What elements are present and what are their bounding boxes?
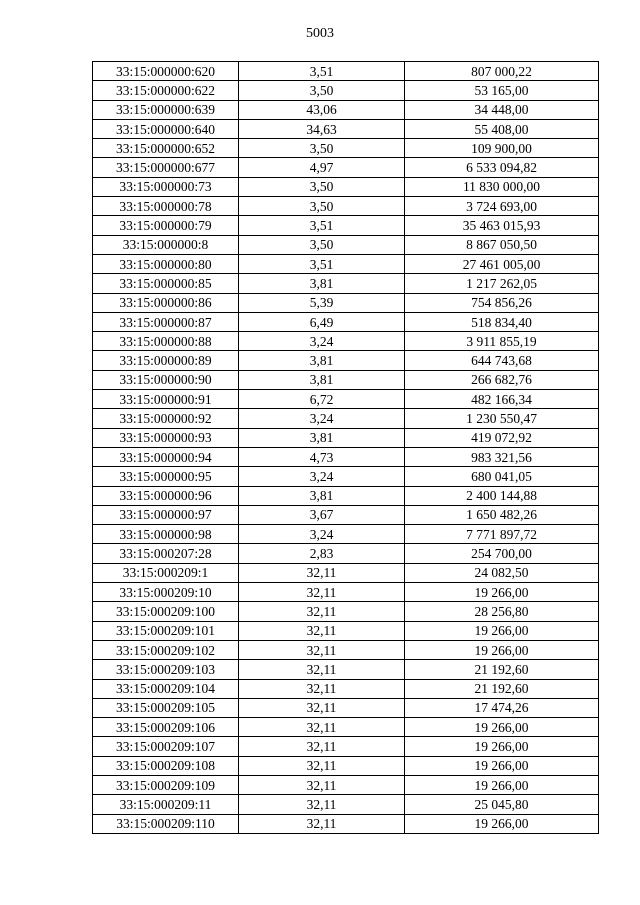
cadastral-number-cell: 33:15:000209:11 xyxy=(93,795,239,814)
page-number: 5003 xyxy=(306,26,334,41)
table-row xyxy=(93,467,599,486)
amount-cell: 34 448,00 xyxy=(405,100,599,119)
rate-cell: 32,11 xyxy=(239,737,405,756)
rate-cell: 3,24 xyxy=(239,467,405,486)
table-row xyxy=(93,158,599,177)
cadastral-number-cell: 33:15:000209:100 xyxy=(93,602,239,621)
cadastral-number-cell: 33:15:000209:1 xyxy=(93,563,239,582)
amount-cell: 983 321,56 xyxy=(405,447,599,466)
rate-cell: 32,11 xyxy=(239,563,405,582)
cadastral-number-cell: 33:15:000209:102 xyxy=(93,640,239,659)
cadastral-number-cell: 33:15:000209:104 xyxy=(93,679,239,698)
table-row xyxy=(93,62,599,81)
cadastral-number-cell: 33:15:000000:93 xyxy=(93,428,239,447)
table-row xyxy=(93,814,599,833)
cadastral-number-cell: 33:15:000000:92 xyxy=(93,409,239,428)
amount-cell: 19 266,00 xyxy=(405,737,599,756)
cadastral-number-cell: 33:15:000207:28 xyxy=(93,544,239,563)
cadastral-number-cell: 33:15:000000:96 xyxy=(93,486,239,505)
rate-cell: 32,11 xyxy=(239,679,405,698)
table-row xyxy=(93,756,599,775)
amount-cell: 6 533 094,82 xyxy=(405,158,599,177)
rate-cell: 32,11 xyxy=(239,814,405,833)
cadastral-number-cell: 33:15:000000:94 xyxy=(93,447,239,466)
amount-cell: 21 192,60 xyxy=(405,679,599,698)
table-row xyxy=(93,621,599,640)
amount-cell: 3 724 693,00 xyxy=(405,197,599,216)
amount-cell: 19 266,00 xyxy=(405,640,599,659)
cadastral-number-cell: 33:15:000000:639 xyxy=(93,100,239,119)
table-row xyxy=(93,370,599,389)
amount-cell: 19 266,00 xyxy=(405,621,599,640)
rate-cell: 3,67 xyxy=(239,505,405,524)
cadastral-number-cell: 33:15:000000:98 xyxy=(93,525,239,544)
table-row xyxy=(93,390,599,409)
cadastral-number-cell: 33:15:000000:622 xyxy=(93,81,239,100)
amount-cell: 8 867 050,50 xyxy=(405,235,599,254)
cadastral-number-cell: 33:15:000000:8 xyxy=(93,235,239,254)
cadastral-number-cell: 33:15:000000:90 xyxy=(93,370,239,389)
rate-cell: 3,51 xyxy=(239,254,405,273)
table-row xyxy=(93,409,599,428)
table-row xyxy=(93,81,599,100)
table-row xyxy=(93,177,599,196)
table-row xyxy=(93,274,599,293)
cadastral-number-cell: 33:15:000209:107 xyxy=(93,737,239,756)
rate-cell: 32,11 xyxy=(239,756,405,775)
table-body xyxy=(93,62,599,834)
amount-cell: 1 650 482,26 xyxy=(405,505,599,524)
amount-cell: 254 700,00 xyxy=(405,544,599,563)
amount-cell: 680 041,05 xyxy=(405,467,599,486)
rate-cell: 4,73 xyxy=(239,447,405,466)
table-row xyxy=(93,563,599,582)
rate-cell: 3,81 xyxy=(239,428,405,447)
cadastral-number-cell: 33:15:000000:97 xyxy=(93,505,239,524)
table-row xyxy=(93,486,599,505)
cadastral-number-cell: 33:15:000000:85 xyxy=(93,274,239,293)
amount-cell: 28 256,80 xyxy=(405,602,599,621)
table-row xyxy=(93,679,599,698)
rate-cell: 32,11 xyxy=(239,621,405,640)
cadastral-number-cell: 33:15:000000:677 xyxy=(93,158,239,177)
cadastral-number-cell: 33:15:000209:108 xyxy=(93,756,239,775)
rate-cell: 3,81 xyxy=(239,351,405,370)
table-row xyxy=(93,737,599,756)
amount-cell: 27 461 005,00 xyxy=(405,254,599,273)
rate-cell: 32,11 xyxy=(239,795,405,814)
cadastral-number-cell: 33:15:000000:87 xyxy=(93,312,239,331)
cadastral-number-cell: 33:15:000209:110 xyxy=(93,814,239,833)
amount-cell: 55 408,00 xyxy=(405,119,599,138)
table-row xyxy=(93,254,599,273)
rate-cell: 43,06 xyxy=(239,100,405,119)
amount-cell: 11 830 000,00 xyxy=(405,177,599,196)
cadastral-number-cell: 33:15:000209:106 xyxy=(93,718,239,737)
amount-cell: 19 266,00 xyxy=(405,583,599,602)
table-row xyxy=(93,428,599,447)
rate-cell: 3,81 xyxy=(239,486,405,505)
amount-cell: 807 000,22 xyxy=(405,62,599,81)
table-row xyxy=(93,544,599,563)
table-row xyxy=(93,119,599,138)
rate-cell: 3,50 xyxy=(239,139,405,158)
rate-cell: 32,11 xyxy=(239,698,405,717)
table-row xyxy=(93,447,599,466)
amount-cell: 1 230 550,47 xyxy=(405,409,599,428)
cadastral-number-cell: 33:15:000000:95 xyxy=(93,467,239,486)
rate-cell: 32,11 xyxy=(239,640,405,659)
table-row xyxy=(93,525,599,544)
amount-cell: 19 266,00 xyxy=(405,775,599,794)
amount-cell: 7 771 897,72 xyxy=(405,525,599,544)
cadastral-number-cell: 33:15:000209:103 xyxy=(93,660,239,679)
amount-cell: 53 165,00 xyxy=(405,81,599,100)
amount-cell: 419 072,92 xyxy=(405,428,599,447)
amount-cell: 1 217 262,05 xyxy=(405,274,599,293)
rate-cell: 32,11 xyxy=(239,660,405,679)
amount-cell: 21 192,60 xyxy=(405,660,599,679)
table-row xyxy=(93,235,599,254)
rate-cell: 6,72 xyxy=(239,390,405,409)
rate-cell: 6,49 xyxy=(239,312,405,331)
rate-cell: 3,24 xyxy=(239,525,405,544)
data-table xyxy=(92,61,599,834)
amount-cell: 17 474,26 xyxy=(405,698,599,717)
amount-cell: 482 166,34 xyxy=(405,390,599,409)
table-row xyxy=(93,602,599,621)
table-row xyxy=(93,505,599,524)
table-row xyxy=(93,139,599,158)
cadastral-number-cell: 33:15:000209:10 xyxy=(93,583,239,602)
cadastral-number-cell: 33:15:000000:88 xyxy=(93,332,239,351)
amount-cell: 2 400 144,88 xyxy=(405,486,599,505)
cadastral-number-cell: 33:15:000000:620 xyxy=(93,62,239,81)
cadastral-number-cell: 33:15:000000:640 xyxy=(93,119,239,138)
cadastral-number-cell: 33:15:000000:78 xyxy=(93,197,239,216)
rate-cell: 3,24 xyxy=(239,409,405,428)
cadastral-number-cell: 33:15:000000:80 xyxy=(93,254,239,273)
rate-cell: 32,11 xyxy=(239,775,405,794)
table-row xyxy=(93,312,599,331)
cadastral-number-cell: 33:15:000000:79 xyxy=(93,216,239,235)
amount-cell: 518 834,40 xyxy=(405,312,599,331)
amount-cell: 3 911 855,19 xyxy=(405,332,599,351)
amount-cell: 19 266,00 xyxy=(405,718,599,737)
amount-cell: 109 900,00 xyxy=(405,139,599,158)
rate-cell: 4,97 xyxy=(239,158,405,177)
table-row xyxy=(93,583,599,602)
amount-cell: 754 856,26 xyxy=(405,293,599,312)
table-row xyxy=(93,216,599,235)
rate-cell: 3,51 xyxy=(239,62,405,81)
rate-cell: 3,81 xyxy=(239,274,405,293)
cadastral-number-cell: 33:15:000209:109 xyxy=(93,775,239,794)
table-row xyxy=(93,775,599,794)
rate-cell: 32,11 xyxy=(239,602,405,621)
rate-cell: 3,50 xyxy=(239,235,405,254)
rate-cell: 3,24 xyxy=(239,332,405,351)
rate-cell: 3,50 xyxy=(239,177,405,196)
table-row xyxy=(93,640,599,659)
rate-cell: 3,50 xyxy=(239,81,405,100)
cadastral-number-cell: 33:15:000000:89 xyxy=(93,351,239,370)
rate-cell: 32,11 xyxy=(239,718,405,737)
amount-cell: 19 266,00 xyxy=(405,756,599,775)
table-row xyxy=(93,698,599,717)
amount-cell: 19 266,00 xyxy=(405,814,599,833)
table-row xyxy=(93,795,599,814)
cadastral-number-cell: 33:15:000000:652 xyxy=(93,139,239,158)
rate-cell: 2,83 xyxy=(239,544,405,563)
rate-cell: 5,39 xyxy=(239,293,405,312)
table-row xyxy=(93,293,599,312)
rate-cell: 3,50 xyxy=(239,197,405,216)
amount-cell: 25 045,80 xyxy=(405,795,599,814)
rate-cell: 3,51 xyxy=(239,216,405,235)
rate-cell: 3,81 xyxy=(239,370,405,389)
table-row xyxy=(93,197,599,216)
cadastral-number-cell: 33:15:000000:73 xyxy=(93,177,239,196)
cadastral-number-cell: 33:15:000000:86 xyxy=(93,293,239,312)
rate-cell: 34,63 xyxy=(239,119,405,138)
table-row xyxy=(93,660,599,679)
amount-cell: 35 463 015,93 xyxy=(405,216,599,235)
table-row xyxy=(93,332,599,351)
amount-cell: 644 743,68 xyxy=(405,351,599,370)
cadastral-number-cell: 33:15:000209:101 xyxy=(93,621,239,640)
table-row xyxy=(93,351,599,370)
table-row xyxy=(93,718,599,737)
cadastral-number-cell: 33:15:000000:91 xyxy=(93,390,239,409)
cadastral-number-cell: 33:15:000209:105 xyxy=(93,698,239,717)
amount-cell: 24 082,50 xyxy=(405,563,599,582)
table-row xyxy=(93,100,599,119)
amount-cell: 266 682,76 xyxy=(405,370,599,389)
rate-cell: 32,11 xyxy=(239,583,405,602)
